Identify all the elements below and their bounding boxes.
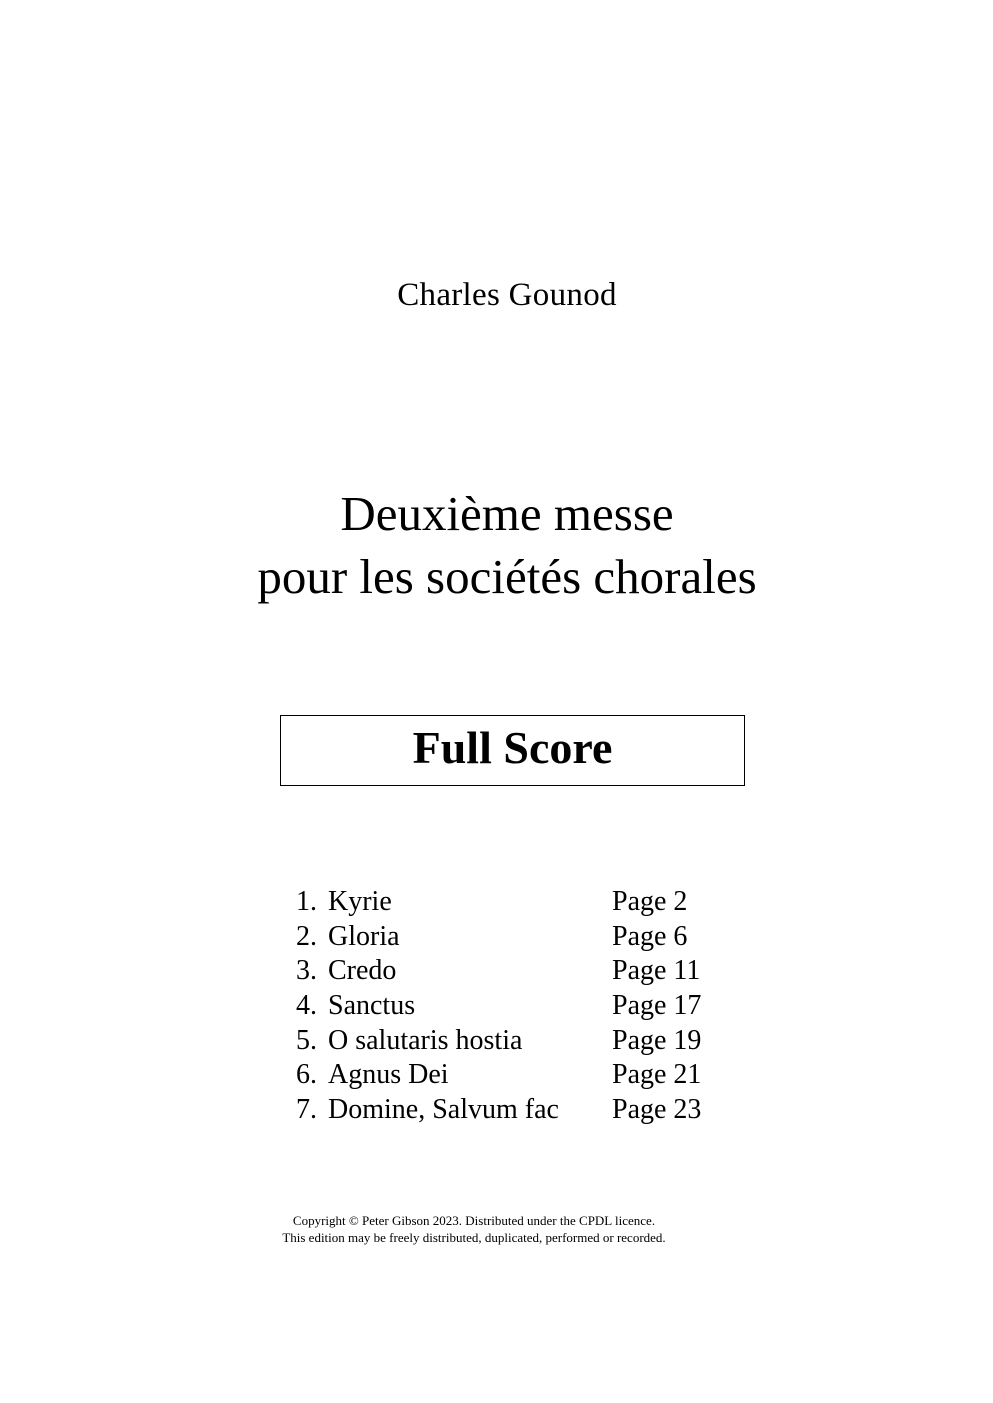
movement-page: Page 2	[612, 886, 688, 917]
contents-row	[285, 1024, 725, 1059]
contents-row	[285, 885, 725, 920]
composer-name: Charles Gounod	[397, 277, 617, 313]
table-of-contents	[285, 885, 725, 1128]
movement-page: Page 23	[612, 1094, 702, 1126]
movement-page: Page 6	[612, 920, 688, 952]
movement-name: Gloria	[328, 920, 400, 952]
contents-row	[285, 920, 725, 955]
movement-number: 6.	[296, 1059, 317, 1091]
contents-row	[285, 954, 725, 989]
copyright-line-1: Copyright © Peter Gibson 2023. Distributed under the CPDL licence.	[292, 1213, 656, 1228]
movement-name: Domine, Salvum fac	[328, 1094, 559, 1126]
movement-name: Agnus Dei	[328, 1059, 449, 1091]
title-line-1: Deuxième messe	[340, 486, 674, 541]
score-type-label: Full Score	[412, 721, 613, 773]
copyright-notice	[0, 1212, 948, 1246]
movement-name: Credo	[328, 955, 397, 987]
movement-page: Page 11	[612, 955, 701, 987]
contents-row	[285, 989, 725, 1024]
movement-number: 5.	[296, 1024, 317, 1056]
work-title	[0, 482, 993, 608]
title-line-2: pour les sociétés chorales	[257, 549, 757, 604]
movement-number: 7.	[296, 1094, 317, 1126]
score-type-box	[280, 715, 745, 786]
movement-number: 3.	[296, 955, 317, 987]
contents-row	[285, 1058, 725, 1093]
movement-number: 2.	[296, 920, 317, 952]
movement-name: Kyrie	[328, 886, 392, 917]
movement-page: Page 17	[612, 990, 702, 1022]
movement-name: O salutaris hostia	[328, 1024, 523, 1056]
contents-row	[285, 1093, 725, 1128]
movement-name: Sanctus	[328, 990, 416, 1022]
copyright-line-2: This edition may be freely distributed, duplicated, performed or recorded.	[282, 1230, 666, 1245]
movement-number: 1.	[296, 886, 317, 917]
movement-number: 4.	[296, 990, 317, 1022]
movement-page: Page 21	[612, 1059, 702, 1091]
movement-page: Page 19	[612, 1024, 702, 1056]
